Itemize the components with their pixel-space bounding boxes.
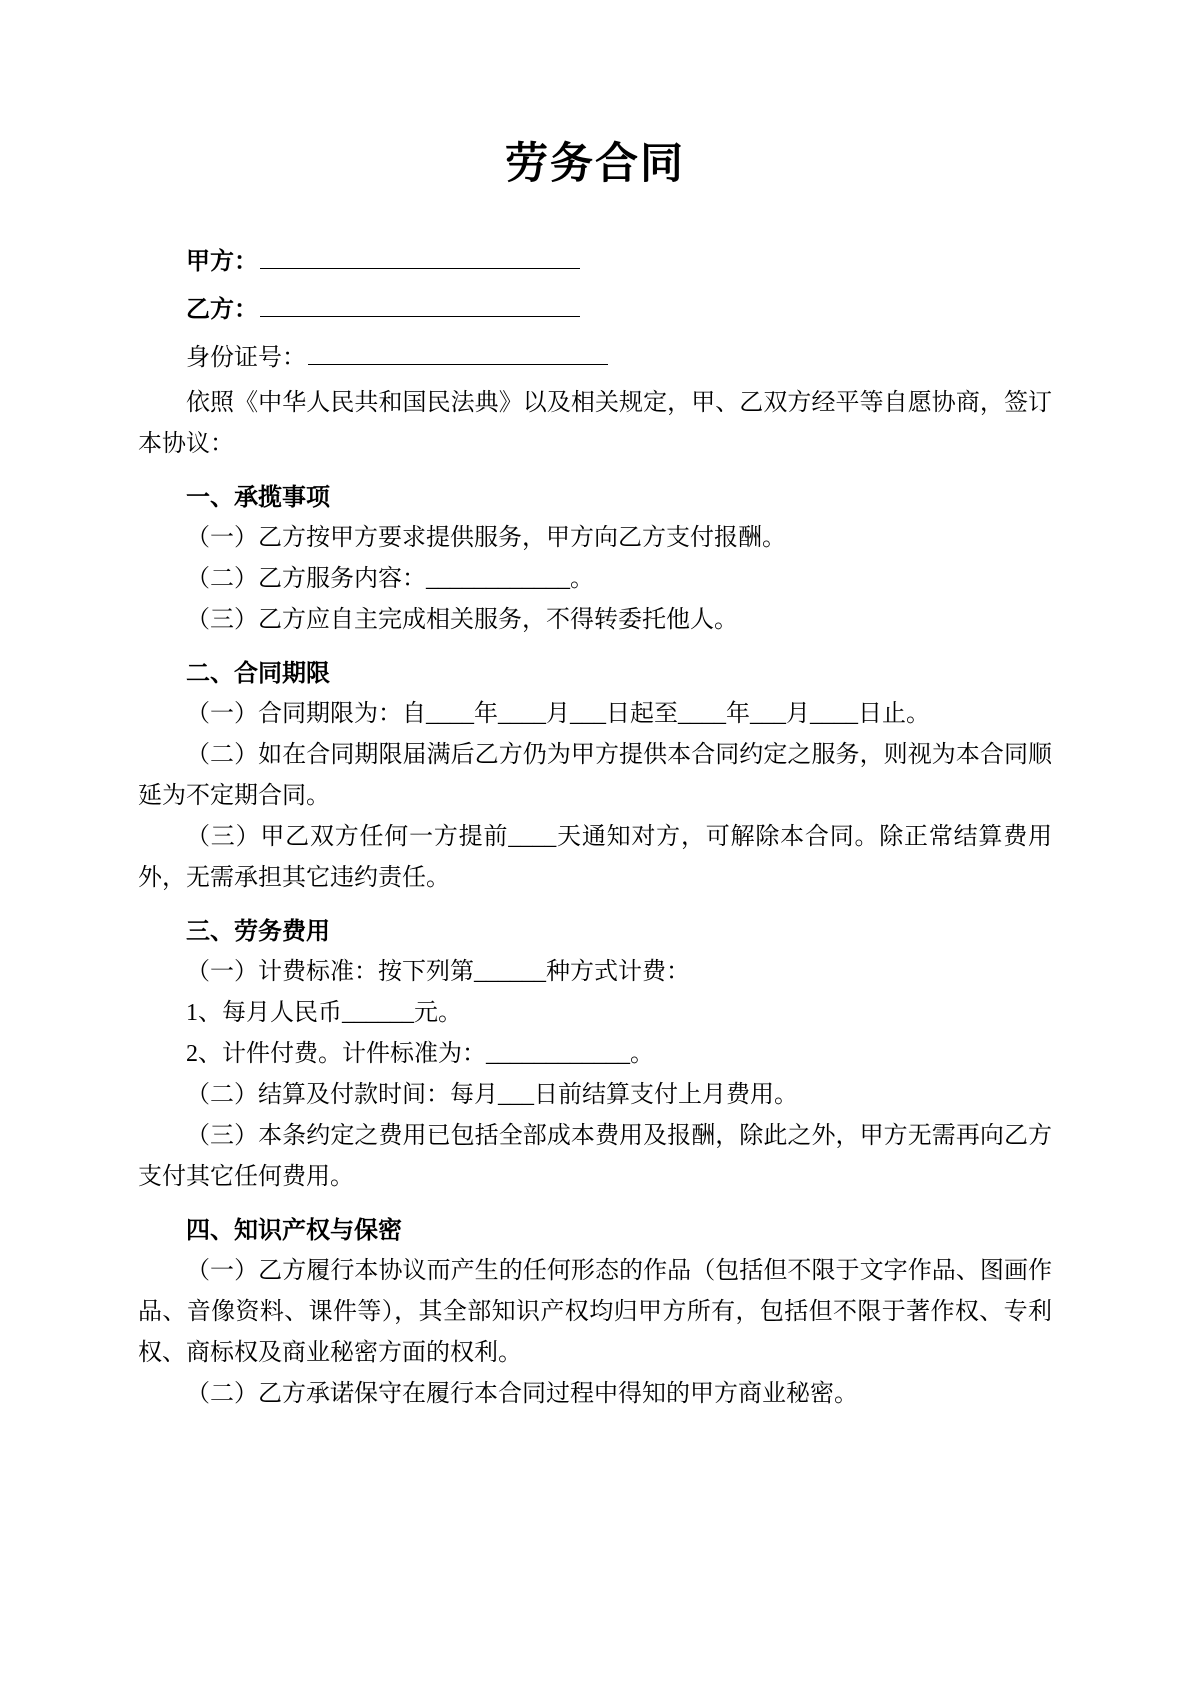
section-3-item-3: 2、计件付费。计件标准为：____________。 xyxy=(186,1041,654,1067)
section-4-item-1: （一）乙方履行本协议而产生的任何形态的作品（包括但不限于文字作品、图画作品、音像资料、课件等），其全部知识产权均归甲方所有，包括但不限于著作权、专利权、商标权及商业秘密方面的权利。 xyxy=(138,1258,1052,1366)
party-label-id-number: 身份证号： xyxy=(186,345,306,371)
section-2-item-3: （三）甲乙双方任何一方提前____天通知对方，可解除本合同。除正常结算费用外，无需承担其它违约责任。 xyxy=(138,824,1052,891)
section-1-heading: 一、承揽事项 xyxy=(186,484,330,511)
party-input-yifang[interactable] xyxy=(260,294,580,317)
section-2-heading: 二、合同期限 xyxy=(186,660,330,687)
section-3-item-2: 1、每月人民币______元。 xyxy=(186,1000,462,1026)
page-title: 劳务合同 xyxy=(505,140,685,188)
party-field-jiafang xyxy=(138,239,1052,285)
section-1-item-2: （二）乙方服务内容：____________。 xyxy=(186,566,594,592)
section-1 xyxy=(138,477,1052,641)
section-3-item-1: （一）计费标准：按下列第______种方式计费： xyxy=(186,959,690,985)
section-1-item-1: （一）乙方按甲方要求提供服务，甲方向乙方支付报酬。 xyxy=(186,525,786,551)
section-3 xyxy=(138,911,1052,1198)
party-field-yifang xyxy=(138,287,1052,333)
party-input-id-number[interactable] xyxy=(308,342,608,365)
section-2 xyxy=(138,653,1052,899)
section-4-heading: 四、知识产权与保密 xyxy=(186,1217,402,1244)
party-label-yifang: 乙方： xyxy=(186,297,258,323)
party-label-jiafang: 甲方： xyxy=(186,249,258,275)
section-2-item-2: （二）如在合同期限届满后乙方仍为甲方提供本合同约定之服务，则视为本合同顺延为不定期合同。 xyxy=(138,742,1052,809)
party-input-jiafang[interactable] xyxy=(260,246,580,269)
section-3-heading: 三、劳务费用 xyxy=(186,918,330,945)
party-field-id-number xyxy=(138,335,1052,381)
section-1-item-3: （三）乙方应自主完成相关服务，不得转委托他人。 xyxy=(186,607,738,633)
section-3-item-4: （二）结算及付款时间：每月___日前结算支付上月费用。 xyxy=(186,1082,798,1108)
section-4 xyxy=(138,1210,1052,1415)
section-4-item-2: （二）乙方承诺保守在履行本合同过程中得知的甲方商业秘密。 xyxy=(186,1381,858,1407)
preamble-text: 依照《中华人民共和国民法典》以及相关规定，甲、乙双方经平等自愿协商，签订本协议： xyxy=(138,390,1052,457)
section-3-item-5: （三）本条约定之费用已包括全部成本费用及报酬，除此之外，甲方无需再向乙方支付其它任何费用。 xyxy=(138,1123,1052,1190)
section-2-item-1: （一）合同期限为：自____年____月___日起至____年___月____日止。 xyxy=(186,701,930,727)
